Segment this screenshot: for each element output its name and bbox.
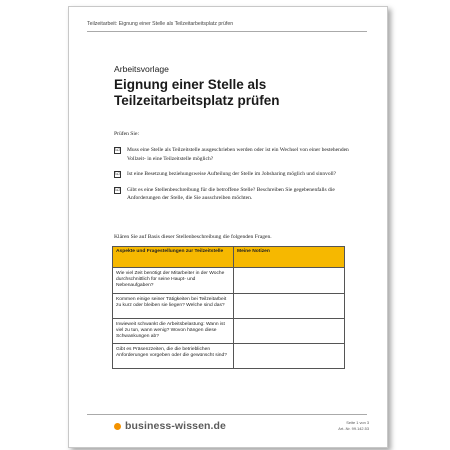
checklist-item-text: Ist eine Besetzung beziehungsweise Aufteilung der Stelle im Jobsharing möglich und sinnvoll? (127, 171, 337, 178)
checklist-item (114, 170, 364, 179)
checkbox-icon[interactable]: ☑ (115, 187, 120, 194)
document-page (68, 6, 388, 448)
table-row (113, 318, 345, 344)
intro-text: Prüfen Sie: (114, 131, 140, 137)
question-cell: Wie viel Zeit benötigt der Mitarbeiter in der Woche durchschnittlich für seine Haupt- und Nebenaufgaben? (113, 268, 234, 294)
table-row (113, 268, 345, 294)
question-cell: Inwieweit schwankt die Arbeitsbelastung: Wann ist viel zu tun, wann wenig? Wovon hängen diese Schwankungen ab? (113, 318, 234, 344)
checklist-item (114, 186, 364, 203)
checkbox-icon[interactable]: ☑ (115, 147, 120, 154)
page-number: Seite 1 von 3 (346, 420, 369, 425)
document-title: Eignung einer Stelle als Teilzeitarbeitsplatz prüfen (114, 77, 280, 108)
checklist-item-text: Gibt es eine Stellenbeschreibung für die betroffene Stelle? Beschreiben Sie gegebenenfalls die Anforderungen der Stelle, die Sie ausschreiben möchten. (127, 186, 335, 202)
questions-table (112, 246, 345, 369)
checklist-item-text: Muss eine Stelle als Teilzeitstelle ausgeschrieben werden oder ist ein Wechsel von einer bestehenden Vollzeit- in eine Teilzeitstelle möglich? (127, 147, 349, 162)
checkbox-icon[interactable]: ☑ (115, 171, 120, 178)
table-row (113, 344, 345, 369)
question-cell: Kommen einige seiner Tätigkeiten bei Teilzeitarbeit zu kurz oder bleiben sie liegen? Welche sind das? (113, 293, 234, 318)
column-header-notes: Meine Notizen (234, 247, 345, 268)
column-header-aspects: Aspekte und Fragestellungen zur Teilzeitstelle (113, 247, 234, 268)
notes-cell[interactable] (234, 293, 345, 318)
logo-text: business-wissen.de (125, 420, 227, 432)
checklist (114, 146, 364, 210)
table-row (113, 293, 345, 318)
notes-cell[interactable] (234, 344, 345, 369)
checklist-item (114, 146, 364, 163)
document-kicker: Arbeitsvorlage (114, 64, 169, 74)
closing-text: Klären Sie auf Basis dieser Stellenbeschreibung die folgenden Fragen. (114, 234, 272, 240)
notes-cell[interactable] (234, 318, 345, 344)
footer-divider (87, 414, 367, 415)
running-header: Teilzeitarbeit: Eignung einer Stelle als Teilzeitarbeitsplatz prüfen (87, 21, 367, 32)
footer-meta (338, 420, 369, 432)
question-cell: Gibt es Präsenzzeiten, die die betrieblichen Anforderungen vorgeben oder die gewünscht sind? (113, 344, 234, 369)
logo-dot-icon (114, 423, 121, 430)
notes-cell[interactable] (234, 268, 345, 294)
article-number: Art.-Nr. 99.142.53 (338, 426, 369, 431)
brand-logo (114, 420, 226, 432)
table-header-row (113, 247, 345, 268)
